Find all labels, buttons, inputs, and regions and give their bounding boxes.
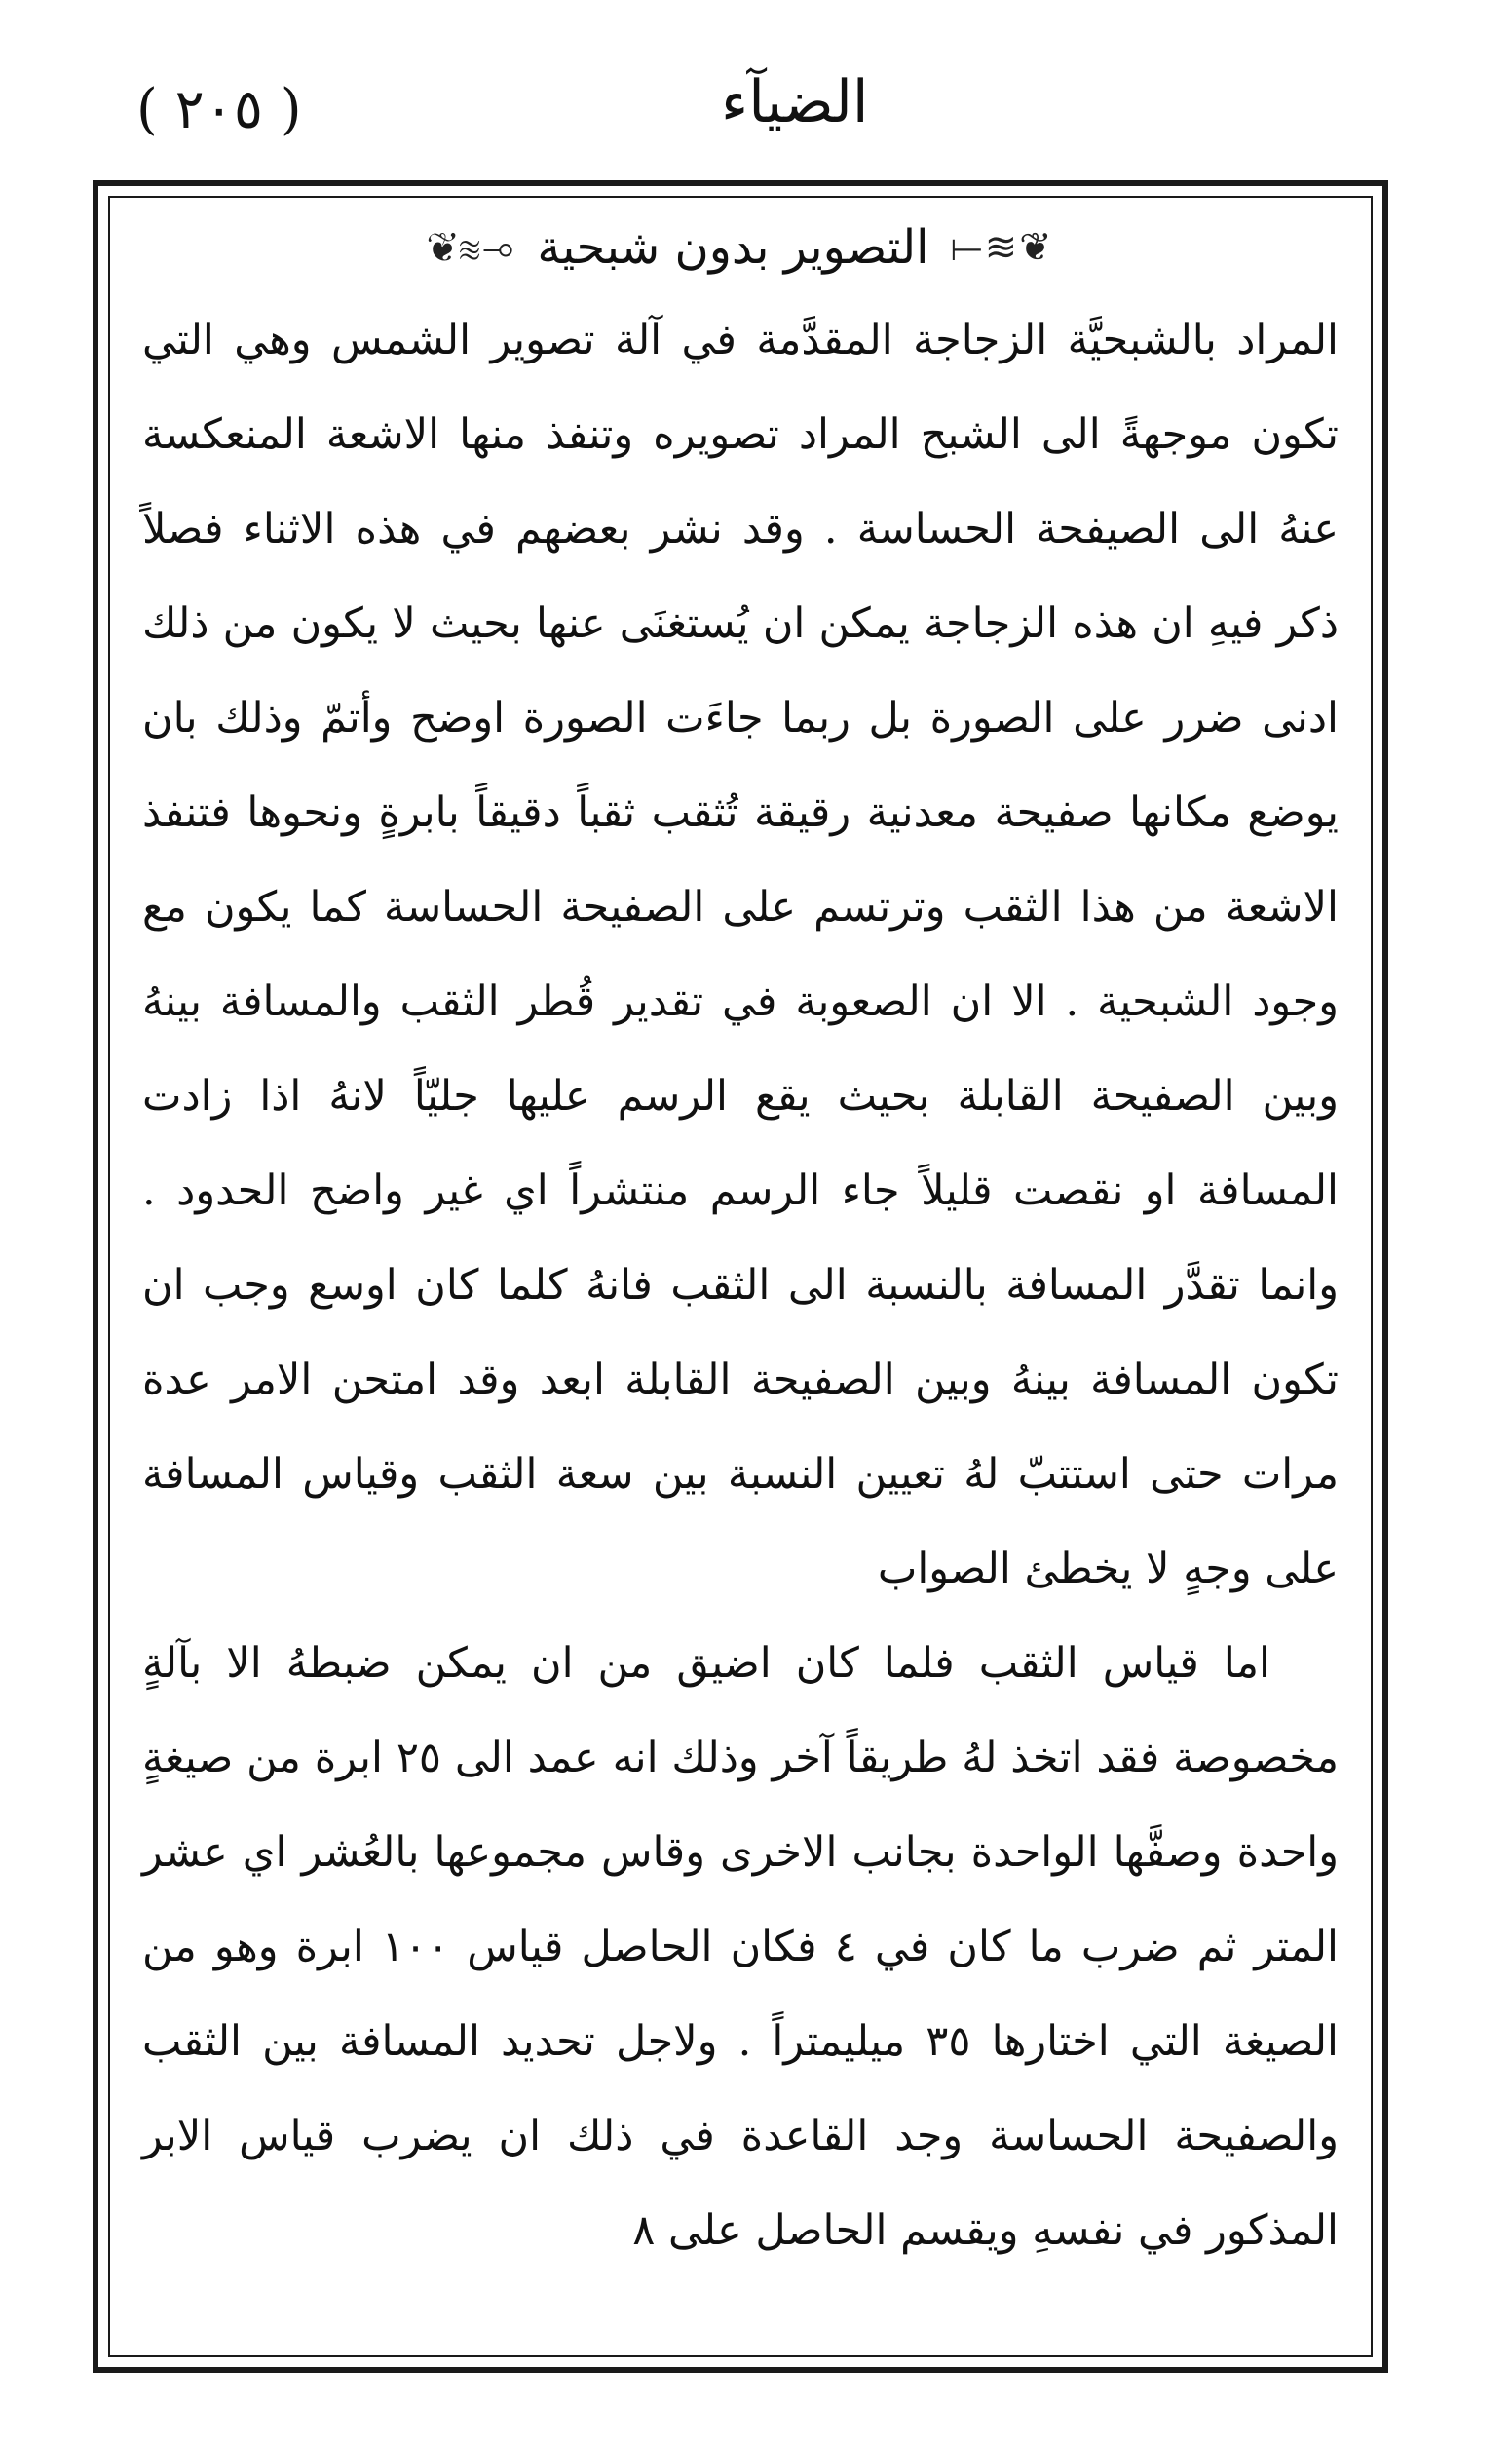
paragraph: اما قياس الثقب فلما كان اضيق من ان يمكن ضبطهُ الا بآلةٍ مخصوصة فقد اتخذ لهُ طريقاً آخر وذلك انه عمد الى ٢٥ ابرة من صيغةٍ واحدة وصفَّها الواحدة بجانب الاخرى وقاس مجموعها بالعُشر اي عشر المتر ثم ضرب ما كان في ٤ فكان الحاصل قياس ١٠٠ ابرة وهو من الصيغة التي اختارها ٣٥ ميليمتراً . ولاجل تحديد المسافة بين الثقب والصفيحة الحساسة وجد القاعدة في ذلك ان يضرب قياس الابر المذكور في نفسهِ ويقسم الحاصل على ٨ xyxy=(142,1639,1339,2255)
section-title: التصوير بدون شبحية xyxy=(537,219,929,275)
running-title: الضيآء xyxy=(721,68,869,136)
paragraph: المراد بالشبحيَّة الزجاجة المقدَّمة في آلة تصوير الشمس وهي التي تكون موجهةً الى الشبح المراد تصويره وتنفذ منها الاشعة المنعكسة عنهُ الى الصيفحة الحساسة . وقد نشر بعضهم في هذه الاثناء فصلاً ذكر فيهِ ان هذه الزجاجة يمكن ان يُستغنَى عنها بحيث لا يكون من ذلك ادنى ضرر على الصورة بل ربما جاءَت الصورة اوضح وأتمّ وذلك بان يوضع مكانها صفيحة معدنية رقيقة تُثقب ثقباً دقيقاً بابرةٍ ونحوها فتنفذ الاشعة من هذا الثقب وترتسم على الصفيحة الحساسة كما يكون مع وجود الشبحية . الا ان الصعوبة في تقدير قُطر الثقب والمسافة بينهُ وبين الصفيحة القابلة بحيث يقع الرسم عليها جليّاً لانهُ اذا زادت المسافة او نقصت قليلاً جاء الرسم منتشراً اي غير واضح الحدود . وانما تقدَّر المسافة بالنسبة الى الثقب فانهُ كلما كان اوسع وجب ان تكون المسافة بينهُ وبين الصفيحة القابلة ابعد وقد امتحن الامر عدة مرات حتى استتبّ لهُ تعيين النسبة بين سعة الثقب وقياس المسافة على وجهٍ لا يخطئ الصواب xyxy=(142,316,1339,1593)
section-heading xyxy=(142,210,1339,284)
ornament-right-icon: ❦≋⟞ xyxy=(950,224,1054,270)
page-header xyxy=(136,68,1354,175)
page-frame xyxy=(93,180,1388,2373)
page-number: ( ٢٠٥ ) xyxy=(136,78,302,141)
ornament-left-icon: ⟜≋❦ xyxy=(427,224,516,270)
page-content xyxy=(142,210,1339,2348)
